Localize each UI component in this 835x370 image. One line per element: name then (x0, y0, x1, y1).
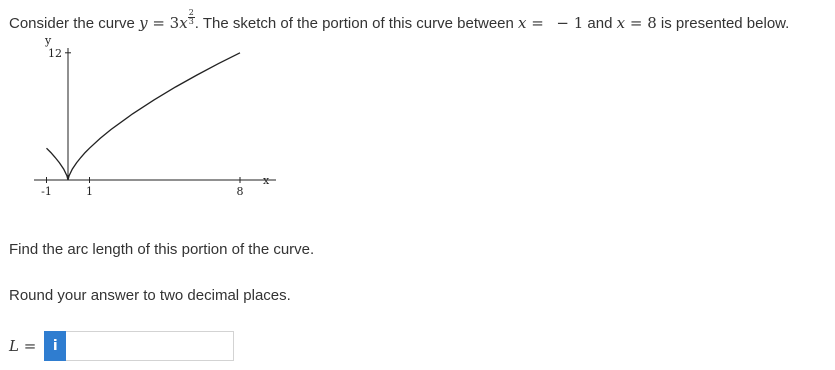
upper-bound (617, 14, 657, 32)
curve-exponent (188, 9, 195, 26)
curve-lhs: y (139, 14, 148, 32)
question-text (9, 9, 789, 33)
answer-eq: = (18, 337, 37, 355)
answer-var: L (9, 337, 19, 355)
answer-row (9, 331, 234, 361)
curve-eq: = 3 (147, 14, 180, 32)
curve-sketch-svg (30, 32, 290, 212)
x-axis-label: x (263, 174, 270, 187)
y-axis-label: y (45, 34, 52, 47)
curve-sketch (30, 32, 290, 212)
find-prompt: Find the arc length of this portion of the curve. (9, 241, 315, 258)
answer-label (9, 337, 36, 355)
info-button[interactable]: i (44, 331, 66, 361)
upper-bound-var: x (616, 14, 626, 32)
lower-bound (518, 14, 583, 32)
answer-input[interactable] (66, 331, 234, 361)
question-and: and (583, 15, 617, 32)
round-prompt: Round your answer to two decimal places. (9, 287, 291, 304)
x-tick-label: 8 (236, 185, 244, 198)
exponent-denominator: 3 (188, 17, 194, 26)
question-intro: Consider the curve (9, 15, 140, 32)
upper-bound-value: = 8 (625, 14, 657, 32)
exponent-numerator: 2 (188, 8, 194, 17)
lower-bound-value: = − 1 (526, 14, 584, 32)
y-tick-label: 12 (48, 46, 62, 60)
x-tick-label: 1 (86, 185, 93, 198)
axis-tick-labels (41, 47, 243, 198)
lower-bound-var: x (518, 14, 527, 32)
question-sentence-mid: . The sketch of the portion of this curve between (194, 15, 519, 32)
question-sentence-end: is presented below. (656, 15, 790, 32)
x-tick-label: -1 (41, 185, 52, 198)
curve-equation (139, 8, 195, 32)
curve-var: x (179, 14, 188, 32)
curve-line (47, 53, 241, 180)
